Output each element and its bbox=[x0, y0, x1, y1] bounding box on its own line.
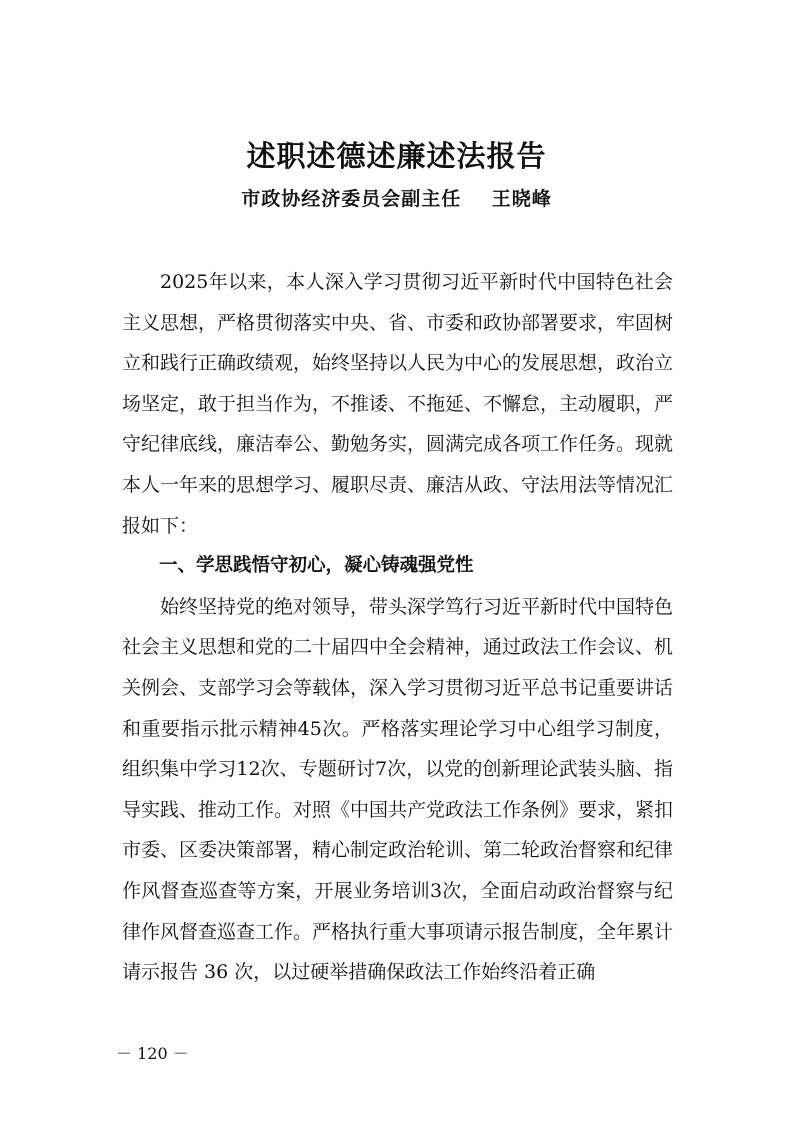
document-title: 述职述德述廉述法报告 bbox=[246, 139, 547, 173]
body-paragraph: 始终坚持党的绝对领导，带头深学笃行习近平新时代中国特色社会主义思想和党的二十届四中全会精神，通过政法工作会议、机关例会、支部学习会等载体，深入学习贯彻习近平总书记重要讲话和重要指示批示精神45次。严格落实理论学习中心组学习制度，组织集中学习12次、专题研讨7次，以党的创新理论武装头脑、指导实践、推动工作。对照《中国共产党政法工作条例》要求，紧扣市委、区委决策部署，精心制定政治轮训、第二轮政治督察和纪律作风督查巡查等方案，开展业务培训3次，全面启动政治督察与纪律作风督查巡查工作。严格执行重大事项请示报告制度，全年累计请示报告 36 次，以过硬举措确保政法工作始终沿着正确 bbox=[122, 595, 674, 984]
document-body bbox=[122, 262, 673, 993]
author-line: 市政协经济委员会副主任 王晓峰 bbox=[241, 188, 552, 210]
intro-paragraph: 2025年以来，本人深入学习贯彻习近平新时代中国特色社会主义思想，严格贯彻落实中央、省、市委和政协部署要求，牢固树立和践行正确政绩观，始终坚持以人民为中心的发展思想，政治立场坚定，敢于担当作为，不推诿、不拖延、不懈怠，主动履职，严守纪律底线，廉洁奉公、勤勉务实，圆满完成各项工作任务。现就本人一年来的思想学习、履职尽责、廉洁从政、守法用法等情况汇报如下： bbox=[122, 271, 674, 537]
section-heading: 一、学思践悟守初心，凝心铸魂强党性 bbox=[159, 555, 474, 577]
page-number: － 120 － bbox=[116, 1044, 189, 1063]
